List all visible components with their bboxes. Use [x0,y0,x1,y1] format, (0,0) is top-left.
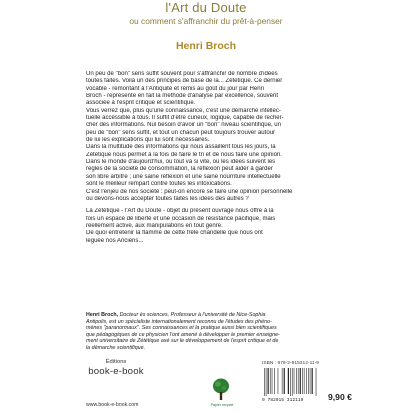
barcode-bar [268,368,269,394]
price: 9,90 € [328,392,352,402]
bio-first-text: Docteur ès sciences, Professeur à l'université de Nice-Sophia [118,312,266,318]
publisher-brand: book-e-book [88,366,144,377]
publisher-url: www.book-e-book.com [86,402,139,408]
barcode-bar [288,368,289,394]
barcode-bar [290,368,291,396]
publisher-logo [86,359,146,377]
barcode-bar [274,368,275,394]
barcode-bar [284,368,285,394]
blurb-line: Dans la multitude des informations qui nous assaillent tous les jours, la [86,144,276,151]
bio-line: que pédagogiques de ce physicien l'ont amené à développer le premier enseigne- [86,331,280,338]
barcode-bar [302,368,303,394]
author-bio [86,312,336,352]
book-subtitle: ou comment s'affranchir du prêt-à-penser [129,16,283,26]
barcode-bar [272,368,273,394]
blurb-line: associée à l'esprit critique et scientifique. [86,100,196,107]
blurb-line: Broch - représente en fait la méthode d'analyse par excellence, souvent [86,93,279,100]
blurb-text [86,71,336,245]
barcode-bar [296,368,297,394]
book-author: Henri Broch [175,40,237,52]
barcode-bar [310,368,311,394]
barcode-bar [292,368,293,396]
blurb-line: son libre arbitre ; une saine réflexion et une saine nourriture intellectuelle [86,173,281,180]
barcode-bar [264,368,265,396]
blurb-line: toutes faites. Voilà un des principes de base de la... Zététique. Ce dernier [86,78,283,85]
barcode-bar [304,368,305,394]
blurb-line: fois un espace de liberté et une occasion de résistance pacifique, mais [86,215,276,222]
recycled-paper-label: Papier recyclé [210,403,234,407]
blurb-line: ou devons-nous accepter toutes faites les idées des autres ? [86,195,249,202]
bio-line: la démarche scientifique. [86,344,146,351]
publisher-editions: Éditions [105,359,127,365]
barcode-bar [308,368,309,394]
barcode-bar [278,368,279,394]
blurb-line: de lui les explications qui lui sont nécessaires. [86,137,210,144]
bio-author-name: Henri Broch, [86,312,119,318]
barcode-bar [316,368,317,396]
barcode [262,368,320,402]
blurb-line: Vous verrez que, plus qu'une connaissance, c'est une démarche intellec- [86,107,281,114]
blurb-line: cher des informations. Nul besoin d'avoir un "bon" niveau scientifique, un [86,122,282,129]
blurb-line: léguée nos Anciens... [86,237,144,244]
bio-first-line [86,312,336,319]
bio-line: Antipolis, est un spécialiste internationalement reconnu de l'études des phéno- [86,318,272,325]
blurb-line: réellement active, aux manipulations en tout genre. [86,222,223,229]
barcode-bar [266,368,267,396]
barcode-bar [270,368,271,394]
blurb-line: règles de la société de consommation, la réflexion peut aider à garder [86,166,273,173]
blurb-line: Un peu de "bon" sens suffit souvent pour s'affranchir de nombre d'idées [86,71,278,77]
blurb-line: tuelle accessible à tous. Il suffit d'être curieux, logique, capable de recher- [86,115,284,122]
blurb-line: sont le meilleur rempart contre toutes les intoxications. [86,181,232,188]
blurb-line: Zététique nous permet à la fois de faire le tri et de nous faire une opinion. [86,151,282,158]
blurb-line: C'est l'enjeu de nos société : peut-on encore se faire une opinion personnelle [86,188,293,195]
barcode-digits: 9 782915 312119 [262,398,304,402]
barcode-bar [294,368,295,394]
barcode-bar [306,368,307,394]
isbn-text: ISBN : 978-2-915312-11-9 [262,361,320,366]
recycled-paper-tree-icon [212,378,230,402]
barcode-bar [298,368,299,394]
blurb-line: De quoi entretenir la flamme de cette frêle chandelle que nous ont [86,230,263,237]
bio-line: mènes "paranormaux". Ses connaissances et la pratique aussi bien scientifiques [86,325,277,332]
barcode-bar [312,368,313,394]
book-title: l'Art du Doute [165,0,247,15]
blurb-line: peu de "bon" sens suffit, et tout un chacun peut toujours trouver autour [86,129,276,136]
blurb-line: La Zététique - l'Art du Doute - objet du présent ouvrage nous offre à la [86,208,274,215]
blurb-line: Dans le monde d'aujourd'hui, où tout va si vite, où les idées suivent les [86,159,276,166]
barcode-bar [300,368,301,394]
bio-line: ment universitaire de Zététique axé sur le développement de l'esprit critique et de [86,338,279,345]
barcode-bar [282,368,283,394]
blurb-line: vocable - remontant à l'Antiquité et remis au goût du jour par Henri [86,85,264,92]
